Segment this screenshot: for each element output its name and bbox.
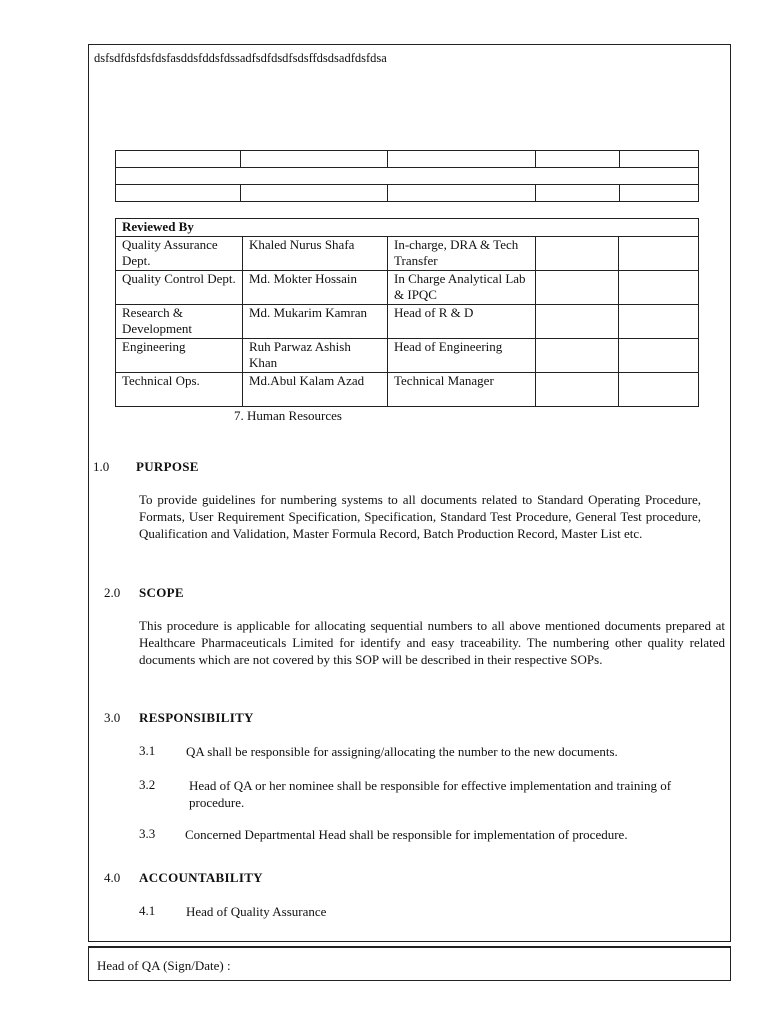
table-row [116, 373, 699, 407]
table-row [116, 168, 699, 185]
item-number: 3.3 [139, 826, 156, 841]
name-cell: Ruh Parwaz Ashish Khan [243, 339, 388, 373]
table-row [116, 151, 699, 168]
dept-cell: Engineering [116, 339, 243, 373]
dept-cell: Quality Assurance Dept. [116, 237, 243, 271]
role-cell: In Charge Analytical Lab & IPQC [388, 271, 536, 305]
section-number: 3.0 [104, 710, 121, 725]
role-cell: In-charge, DRA & Tech Transfer [388, 237, 536, 271]
date-cell [619, 237, 699, 271]
section-number: 2.0 [104, 585, 121, 600]
section-title-scope: SCOPE [139, 585, 184, 600]
table-row [116, 237, 699, 271]
table-row [116, 305, 699, 339]
table-row [116, 339, 699, 373]
purpose-paragraph: To provide guidelines for numbering systems to all documents related to Standard Operating Procedure, Formats, User Requirement Specification, Specification, Standard Test Procedure, General Test procedure, Qualification and Validation, Master Formula Record, Batch Production Record, Master List etc. [139, 492, 701, 541]
sign-cell [536, 271, 619, 305]
header-text: dsfsdfdsfdsfdsfasddsfddsfdssadfsdfdsdfsdsffdsdsadfdsfdsa [94, 51, 387, 65]
item-text: Head of Quality Assurance [186, 904, 327, 919]
item-number: 3.1 [139, 743, 156, 758]
section-title-accountability: ACCOUNTABILITY [139, 870, 263, 885]
dept-cell: Quality Control Dept. [116, 271, 243, 305]
section-title-responsibility: RESPONSIBILITY [139, 710, 254, 725]
human-resources-note: 7. Human Resources [234, 408, 342, 423]
sign-date-label: Head of QA (Sign/Date) : [97, 958, 231, 973]
name-cell: Khaled Nurus Shafa [243, 237, 388, 271]
reviewed-by-table [115, 218, 699, 407]
reviewed-by-title: Reviewed By [116, 219, 699, 237]
table-row [116, 185, 699, 202]
sign-cell [536, 373, 619, 407]
name-cell: Md.Abul Kalam Azad [243, 373, 388, 407]
blank-table [115, 150, 699, 202]
name-cell: Md. Mukarim Kamran [243, 305, 388, 339]
item-number: 3.2 [139, 777, 156, 792]
date-cell [619, 339, 699, 373]
section-title-purpose: PURPOSE [136, 459, 199, 474]
date-cell [619, 373, 699, 407]
role-cell: Head of R & D [388, 305, 536, 339]
role-cell: Head of Engineering [388, 339, 536, 373]
name-cell: Md. Mokter Hossain [243, 271, 388, 305]
signature-footer [88, 946, 731, 981]
sign-cell [536, 237, 619, 271]
item-text: QA shall be responsible for assigning/allocating the number to the new documents. [186, 744, 618, 759]
item-text: Concerned Departmental Head shall be responsible for implementation of procedure. [185, 827, 628, 842]
sign-cell [536, 339, 619, 373]
section-number: 1.0 [93, 459, 110, 474]
sign-cell [536, 305, 619, 339]
dept-cell: Research & Development [116, 305, 243, 339]
dept-cell: Technical Ops. [116, 373, 243, 407]
date-cell [619, 305, 699, 339]
date-cell [619, 271, 699, 305]
table-header-row [116, 219, 699, 237]
section-number: 4.0 [104, 870, 121, 885]
item-text: Head of QA or her nominee shall be responsible for effective implementation and training of procedure. [189, 778, 672, 810]
item-number: 4.1 [139, 903, 156, 918]
role-cell: Technical Manager [388, 373, 536, 407]
table-row [116, 271, 699, 305]
scope-paragraph: This procedure is applicable for allocating sequential numbers to all above mentioned documents prepared at Healthcare Pharmaceuticals Limited for identify and easy traceability. The numbering other quality related documents which are not covered by this SOP will be described in their respective SOPs. [139, 618, 725, 667]
